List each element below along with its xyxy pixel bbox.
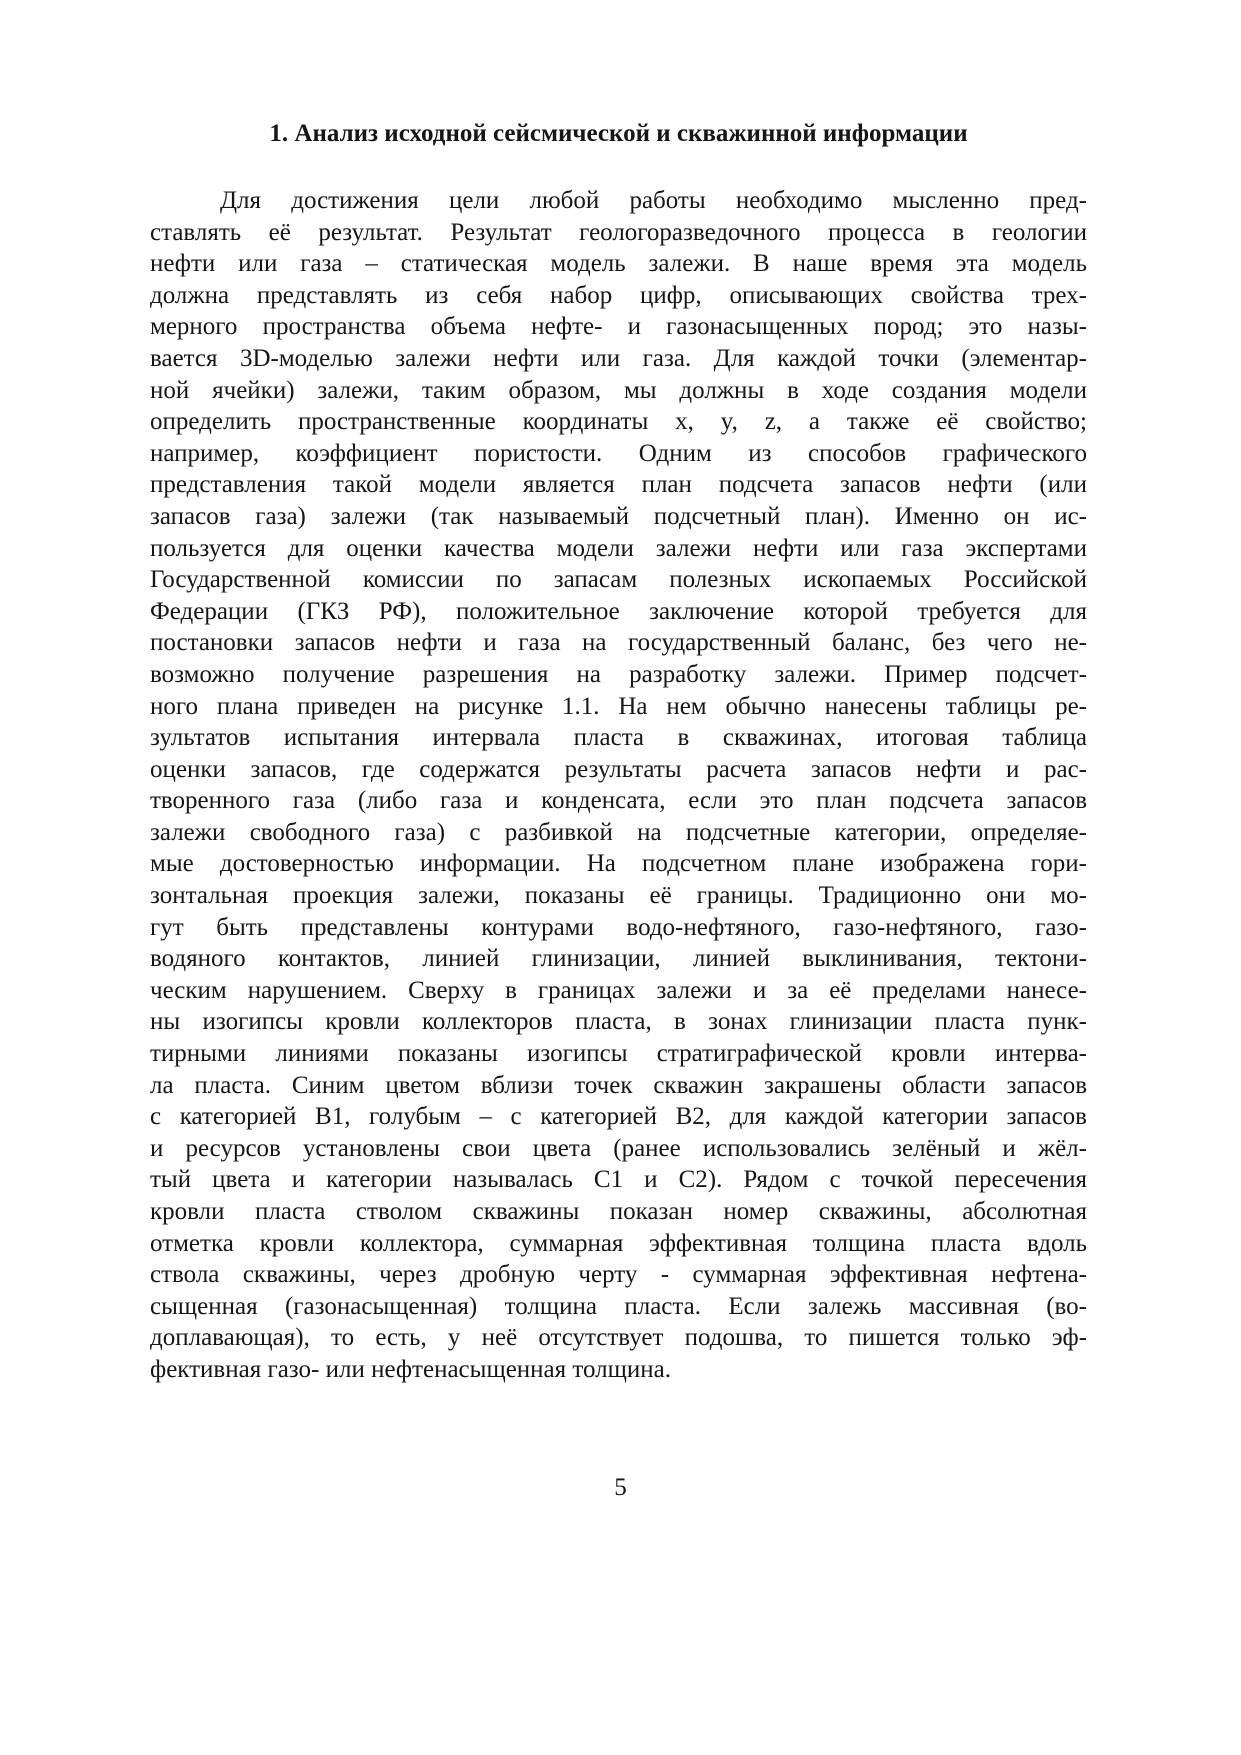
- paragraph-line: ческим нарушением. Сверху в границах залежи и за её пределами нанесе-: [150, 976, 1087, 1004]
- paragraph-line: зультатов испытания интервала пласта в скважинах, итоговая таблица: [150, 724, 1087, 752]
- paragraph-line: нефти или газа – статическая модель залежи. В наше время эта модель: [150, 250, 1087, 278]
- paragraph-line: пользуется для оценки качества модели залежи нефти или газа экспертами: [150, 534, 1087, 562]
- paragraph-line: водяного контактов, линией глинизации, линией выклинивания, тектони-: [150, 945, 1087, 973]
- paragraph-line: мерного пространства объема нефте- и газонасыщенных пород; это назы-: [150, 313, 1087, 341]
- paragraph-line: определить пространственные координаты x, y, z, а также её свойство;: [150, 408, 1087, 436]
- paragraph-line: Для достижения цели любой работы необходимо мысленно пред-: [220, 187, 1087, 214]
- paragraph-line: зонтальная проекция залежи, показаны её границы. Традиционно они мо-: [150, 882, 1087, 910]
- paragraph-line: фективная газо- или нефтенасыщенная толщина.: [150, 1355, 671, 1383]
- paragraph-line: кровли пласта стволом скважины показан номер скважины, абсолютная: [150, 1198, 1087, 1225]
- paragraph-line: творенного газа (либо газа и конденсата, если это план подсчета запасов: [150, 787, 1087, 815]
- paragraph-line: ной ячейки) залежи, таким образом, мы должны в ходе создания модели: [150, 376, 1087, 404]
- paragraph-line: ствола скважины, через дробную черту - суммарная эффективная нефтена-: [150, 1261, 1087, 1289]
- paragraph-line: тирными линиями показаны изогипсы стратиграфической кровли интерва-: [150, 1040, 1087, 1068]
- paragraph-line: мые достоверностью информации. На подсчетном плане изображена гори-: [150, 850, 1087, 878]
- paragraph-line: возможно получение разрешения на разработку залежи. Пример подсчет-: [150, 660, 1087, 688]
- paragraph-line: и ресурсов установлены свои цвета (ранее использовались зелёный и жёл-: [150, 1134, 1087, 1162]
- paragraph-line: постановки запасов нефти и газа на государственный баланс, без чего не-: [150, 629, 1087, 657]
- paragraph-line: гут быть представлены контурами водо-нефтяного, газо-нефтяного, газо-: [150, 913, 1087, 941]
- body-paragraph: [150, 185, 1087, 1386]
- section-heading: 1. Анализ исходной сейсмической и скважинной информации: [269, 120, 968, 147]
- paragraph-line: ставлять её результат. Результат геологоразведочного процесса в геологии: [150, 218, 1087, 246]
- paragraph-line: с категорией B1, голубым – с категорией B2, для каждой категории запасов: [150, 1103, 1087, 1131]
- paragraph-line: должна представлять из себя набор цифр, описывающих свойства трех-: [150, 281, 1087, 309]
- paragraph-line: например, коэффициент пористости. Одним из способов графического: [150, 439, 1087, 467]
- paragraph-line: вается 3D-моделью залежи нефти или газа. Для каждой точки (элементар-: [150, 344, 1087, 372]
- paragraph-line: тый цвета и категории называлась C1 и C2). Рядом с точкой пересечения: [150, 1166, 1087, 1194]
- paragraph-line: ного плана приведен на рисунке 1.1. На нем обычно нанесены таблицы ре-: [150, 692, 1087, 720]
- paragraph-line: залежи свободного газа) с разбивкой на подсчетные категории, определяе-: [150, 818, 1087, 846]
- paragraph-line: Государственной комиссии по запасам полезных ископаемых Российской: [150, 566, 1087, 594]
- paragraph-line: запасов газа) залежи (так называемый подсчетный план). Именно он ис-: [150, 502, 1087, 530]
- paragraph-line: ны изогипсы кровли коллекторов пласта, в зонах глинизации пласта пунк-: [150, 1008, 1087, 1036]
- page-number: 5: [614, 1474, 627, 1501]
- paragraph-line: ла пласта. Синим цветом вблизи точек скважин закрашены области запасов: [150, 1071, 1087, 1099]
- paragraph-line: сыщенная (газонасыщенная) толщина пласта. Если залежь массивная (во-: [150, 1292, 1087, 1320]
- paragraph-line: оценки запасов, где содержатся результаты расчета запасов нефти и рас-: [150, 755, 1087, 783]
- paragraph-line: доплавающая), то есть, у неё отсутствует подошва, то пишется только эф-: [150, 1324, 1087, 1352]
- paragraph-line: Федерации (ГКЗ РФ), положительное заключение которой требуется для: [150, 597, 1087, 625]
- paragraph-line: представления такой модели является план подсчета запасов нефти (или: [150, 471, 1087, 499]
- paragraph-line: отметка кровли коллектора, суммарная эффективная толщина пласта вдоль: [150, 1229, 1087, 1257]
